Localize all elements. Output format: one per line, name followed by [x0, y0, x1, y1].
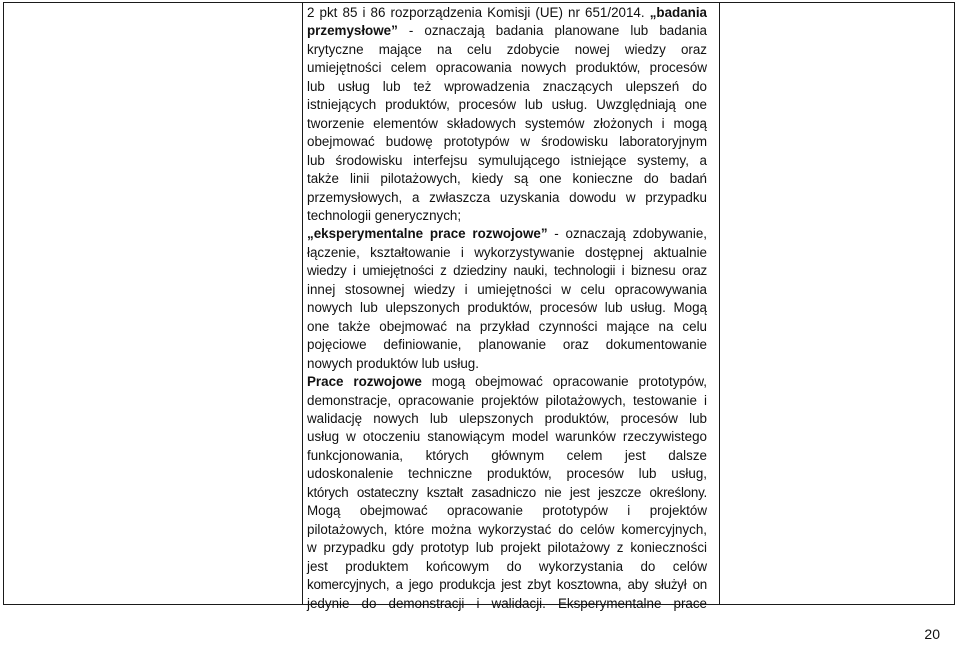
text-line: demonstracje, opracowanie projektów pilotażowych, testowanie i [307, 392, 707, 408]
text-line: funkcjonowania, których głównym celem jest dalsze [307, 447, 707, 463]
text-line: Prace rozwojowe mogą obejmować opracowanie prototypów, [307, 374, 707, 390]
text-line: łączenie, kształtowanie i wykorzystywanie dostępnej aktualnie [307, 244, 707, 260]
text-line: lub usług lub też wprowadzenia znaczących ulepszeń do [307, 78, 707, 94]
text-line: istniejących produktów, procesów lub usług. Uwzględniają one [307, 97, 707, 113]
term-przemyslowe: przemysłowe” [307, 23, 398, 39]
column-divider-right [719, 3, 720, 604]
text-line: których ostateczny kształt zasadniczo nie jest jeszcze określony. [307, 484, 707, 500]
text-line: w przypadku gdy prototyp lub projekt pilotażowy z konieczności [307, 540, 707, 556]
table-cell-text [307, 4, 707, 613]
text-line: jest produktem końcowym do wykorzystania do celów [307, 558, 707, 574]
text-line: usług w otoczeniu stanowiącym model warunków rzeczywistego [307, 429, 707, 445]
text-line: tworzenie elementów składowych systemów złożonych i mogą [307, 115, 707, 131]
column-divider-left [302, 3, 303, 604]
term-badania-open: „badania [649, 5, 707, 20]
text-line: Mogą obejmować opracowanie prototypów i projektów [307, 503, 707, 519]
text-line: one także obejmować na przykład czynności mające na celu [307, 318, 707, 334]
paragraph-eksperymentalne-prace [307, 225, 707, 373]
paragraph-badania-przemyslowe [307, 4, 707, 225]
text-line: nowych produktów lub usług. [307, 355, 479, 371]
text-line: wiedzy i umiejętności z dziedziny nauki, technologii i biznesu oraz [307, 263, 707, 279]
text-line: walidację nowych lub ulepszonych produktów, procesów lub [307, 410, 707, 426]
text-line: pojęciowe definiowanie, planowanie oraz dokumentowanie [307, 337, 707, 353]
text-line: pilotażowych, które można wykorzystać do celów komercyjnych, [307, 521, 707, 537]
page-number: 20 [924, 626, 940, 642]
text-line: nowych lub ulepszonych produktów, procesów lub usług. Mogą [307, 300, 707, 316]
text-line: obejmować budowę prototypów w środowisku laboratoryjnym [307, 134, 707, 150]
text-line: także linii pilotażowych, kiedy są one konieczne do badań [307, 171, 707, 187]
text-line: technologii generycznych; [307, 207, 462, 223]
text-line: „eksperymentalne prace rozwojowe” - oznaczają zdobywanie, [307, 226, 708, 242]
paragraph-prace-rozwojowe [307, 373, 707, 613]
text-line: lub środowisku interfejsu symulującego istniejące systemy, a [307, 152, 707, 168]
text-line: udoskonalenie techniczne produktów, procesów lub usług, [307, 466, 707, 482]
text-line: 2 pkt 85 i 86 rozporządzenia Komisji (UE) nr 651/2014. „badania [307, 5, 707, 20]
text-line: komercyjnych, a jego produkcja jest zbyt kosztowna, aby służył on [307, 577, 707, 593]
text-line: innej stosownej wiedzy i umiejętności w celu opracowywania [307, 281, 707, 297]
text-line: jedynie do demonstracji i walidacji. Eksperymentalne prace [307, 595, 707, 611]
term-eksperymentalne-prace-rozwojowe: „eksperymentalne prace rozwojowe” [307, 226, 548, 242]
text-line: przemysłowych, a zwłaszcza uzyskania dowodu w przypadku [307, 189, 707, 205]
term-prace-rozwojowe: Prace rozwojowe [307, 374, 422, 390]
text-line: umiejętności celem opracowania nowych produktów, procesów [307, 60, 707, 76]
text-line: przemysłowe” - oznaczają badania planowane lub badania [307, 23, 707, 39]
text-line: krytyczne mające na celu zdobycie nowej wiedzy oraz [307, 41, 707, 57]
